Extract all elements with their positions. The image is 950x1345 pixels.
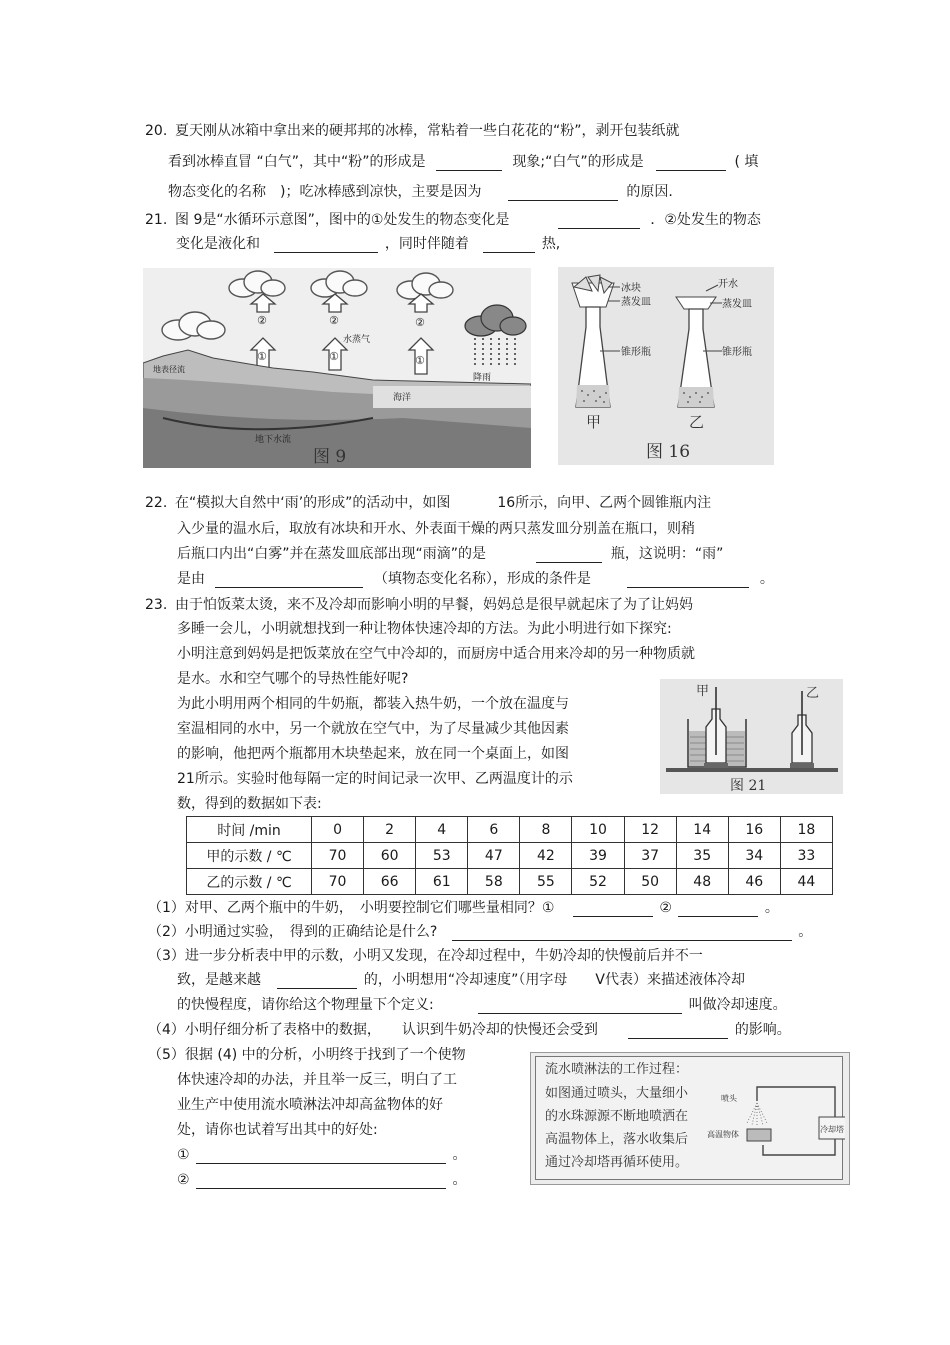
- sub3-line2: [177, 971, 745, 989]
- table-cell: 4: [416, 817, 468, 843]
- q21-line1: [175, 211, 761, 229]
- fig16-caption: 图 16: [646, 442, 691, 462]
- q21-blank-3[interactable]: [483, 238, 535, 253]
- q22-blank-2[interactable]: [215, 573, 363, 588]
- q23-line6: 室温相同的水中，另一个就放在空气中，为了尽量减少其他因素: [177, 721, 569, 737]
- q22-text-f: （填物态变化名称），形成的条件是: [373, 571, 591, 587]
- table-cell: 47: [468, 843, 520, 869]
- row-header-jia: 甲的示数 / ℃: [187, 843, 312, 869]
- q23-line3: 小明注意到妈妈是把饭菜放在空气中冷却的，而厨房中适合用来冷却的另一种物质就: [177, 646, 695, 662]
- sub4-blank[interactable]: [628, 1024, 728, 1039]
- q23-line2: 多睡一会儿，小明就想找到一种让物体快速冷却的方法。为此小明进行如下探究:: [177, 621, 672, 637]
- table-cell: 52: [572, 869, 624, 895]
- sub5-line1: （5）很据 (4) 中的分析，小明终于找到了一个使物: [148, 1047, 466, 1063]
- marker-1: ①: [257, 350, 267, 363]
- spray-box-title: 流水喷淋法的工作过程：: [545, 1062, 689, 1077]
- spray-box-line2: 的水珠源源不断地喷洒在: [545, 1109, 689, 1124]
- sub5-answer1: [177, 1146, 466, 1164]
- sub1-text: （1）对甲、乙两个瓶中的牛奶， 小明要控制它们哪些量相同？①: [148, 900, 555, 916]
- table-cell: 48: [676, 869, 728, 895]
- table-cell: 12: [624, 817, 676, 843]
- fig21-caption: 图 21: [730, 778, 767, 794]
- hot-object-icon: [747, 1129, 771, 1141]
- answer1-mark: ①: [177, 1147, 190, 1163]
- q21-text-d: ，同时伴随着: [384, 236, 469, 252]
- table-cell: 0: [312, 817, 364, 843]
- table-cell: 53: [416, 843, 468, 869]
- q23-line8: 21所示。实验时他每隔一定的时间记录一次甲、乙两温度计的示: [177, 771, 573, 787]
- table-cell: 6: [468, 817, 520, 843]
- flask-label-b: 锥形瓶: [722, 347, 752, 358]
- row-header-yi: 乙的示数 / ℃: [187, 869, 312, 895]
- table-row-yi: [187, 869, 833, 895]
- water-cycle-figure: [143, 268, 531, 468]
- flask-figure: [558, 267, 774, 465]
- ice-label: 冰块: [621, 283, 641, 294]
- q22-line3: [177, 545, 723, 563]
- spray-system-diagram: [707, 1079, 845, 1161]
- tower-label: 冷却塔: [820, 1125, 844, 1134]
- ocean-label: 海洋: [393, 393, 412, 403]
- q22-blank-1[interactable]: [536, 548, 602, 563]
- table-cell: 14: [676, 817, 728, 843]
- q21-text-e: 热,: [541, 236, 561, 252]
- sub5-line2: 体快速冷却的办法，并且举一反三，明白了工: [177, 1072, 457, 1088]
- q22-line2: 入少量的温水后，取放有冰块和开水、外表面干燥的两只蒸发皿分别盖在瓶口，则稍: [177, 521, 695, 537]
- q22-text-e: 是由: [177, 571, 205, 587]
- q23-number: 23.: [145, 597, 168, 613]
- nozzle-label: 喷头: [721, 1094, 737, 1103]
- sub3-line1: （3）进一步分析表中甲的示数，小明又发现，在冷却过程中，牛奶冷却的快慢前后并不一: [148, 948, 703, 964]
- marker-2c: ②: [415, 316, 425, 329]
- sub3-text-b: 致，是越来越: [177, 972, 261, 988]
- runoff-label: 地表径流: [153, 365, 185, 374]
- table-cell: 33: [780, 843, 832, 869]
- q21-text-a: 图 9是“水循环示意图”，图中的①处发生的物态变化是: [175, 212, 510, 228]
- sub5-answer2: [177, 1171, 466, 1189]
- sub5-line3: 业生产中使用流水喷淋法冲却高盆物体的好: [177, 1097, 443, 1113]
- table-cell: 44: [780, 869, 832, 895]
- table-cell: 8: [520, 817, 572, 843]
- row-header-time: 时间 /min: [187, 817, 312, 843]
- q22-text-g: 。: [759, 571, 774, 587]
- table-cell: 46: [728, 869, 780, 895]
- fig9-caption: 图 9: [313, 447, 347, 467]
- sub3-text-c: 的，小明想用“冷却速度”（用字母 V代表）来描述液体冷却: [363, 972, 745, 988]
- marker-2b: ②: [329, 314, 339, 327]
- table-cell: 42: [520, 843, 572, 869]
- q20-text-d: 物态变化的名称 )；吃冰棒感到凉快，主要是因为: [168, 184, 482, 200]
- sub4-end: 的影响。: [734, 1022, 791, 1038]
- q21-blank-2[interactable]: [274, 238, 378, 253]
- marker-2: ②: [257, 314, 267, 327]
- dish-label-b: 蒸发皿: [722, 299, 752, 310]
- q20-line2: [168, 153, 758, 171]
- q22-text-c: 后瓶口内出“白雾”并在蒸发皿底部出现“雨滴”的是: [177, 546, 487, 562]
- bottle-b-label: 乙: [806, 686, 820, 701]
- temperature-table: [186, 816, 833, 895]
- table-cell: 58: [468, 869, 520, 895]
- q23-line1: 由于怕饭菜太烫，来不及冷却而影响小明的早餐，妈妈总是很早就起床了为了让妈妈: [175, 597, 693, 613]
- table-cell: 70: [312, 843, 364, 869]
- sub2-end: 。: [798, 924, 813, 940]
- q21-blank-1[interactable]: [558, 214, 640, 229]
- q21-text-b: ．②处发生的物态: [650, 212, 761, 228]
- sub1-end: 。: [764, 900, 779, 916]
- q22-number: 22.: [145, 495, 168, 511]
- q22-line1: [175, 494, 711, 512]
- q21-text-c: 变化是液化和: [176, 236, 260, 252]
- spray-cooling-box: [530, 1052, 850, 1185]
- sub3-text-e: 叫做冷却速度。: [688, 997, 787, 1013]
- sub1-blank-1[interactable]: [573, 902, 653, 917]
- sub4-line: [148, 1021, 791, 1039]
- q20-line1: 夏天刚从冰箱中拿出来的硬邦邦的冰棒，常粘着一些白花花的“粉”，剥开包装纸就: [175, 123, 680, 139]
- table-cell: 34: [728, 843, 780, 869]
- sub3-blank-2[interactable]: [478, 999, 682, 1014]
- sub5-line4: 处，请你也试着写出其中的好处:: [177, 1122, 378, 1138]
- vapor-label: 水蒸气: [343, 335, 371, 345]
- table-cell: 10: [572, 817, 624, 843]
- sub1-mark2: ②: [659, 900, 672, 916]
- q20-blank-3[interactable]: [508, 186, 618, 201]
- flask-illustration: [558, 267, 774, 465]
- table-cell: 37: [624, 843, 676, 869]
- q22-text-b: 16所示，向甲、乙两个圆锥瓶内注: [497, 495, 712, 511]
- table-cell: 18: [780, 817, 832, 843]
- q23-line9: 数，得到的数据如下表:: [177, 796, 322, 812]
- sub2-line: [148, 923, 812, 941]
- water-cycle-illustration: [143, 268, 531, 468]
- q20-text-a: 看到冰棒直冒 “白气”，其中“粉”的形成是: [168, 154, 426, 170]
- flask-a-label: 甲: [586, 413, 602, 431]
- q22-line4: [177, 570, 774, 588]
- table-cell: 70: [312, 869, 364, 895]
- marker-1b: ①: [329, 350, 339, 363]
- sub4-text: （4）小明仔细分析了表格中的数据， 认识到牛奶冷却的快慢还会受到: [148, 1022, 598, 1038]
- q21-number: 21.: [145, 212, 168, 228]
- spray-box-line4: 通过冷却塔再循环使用。: [545, 1155, 689, 1170]
- table-row-jia: [187, 843, 833, 869]
- bottle-a-label: 甲: [696, 684, 710, 699]
- table-cell: 39: [572, 843, 624, 869]
- milk-bottle-figure: [660, 679, 843, 794]
- sub3-text-d: 的快慢程度，请你给这个物理量下个定义:: [177, 997, 434, 1013]
- q20-number: 20.: [145, 123, 168, 139]
- answer2-blank[interactable]: [196, 1174, 446, 1189]
- object-label: 高温物体: [707, 1130, 739, 1139]
- q20-line3: [168, 183, 673, 201]
- answer1-end: 。: [452, 1147, 467, 1163]
- table-cell: 66: [364, 869, 416, 895]
- hot-water-label: 开水: [718, 279, 738, 290]
- flask-label-a: 锥形瓶: [621, 347, 651, 358]
- answer2-end: 。: [452, 1172, 467, 1188]
- q20-text-b: 现象;“白气”的形成是: [512, 154, 644, 170]
- marker-1c: ①: [415, 354, 425, 367]
- answer1-blank[interactable]: [196, 1149, 446, 1164]
- q22-text-a: 在“模拟大自然中‘雨’的形成”的活动中，如图: [175, 495, 451, 511]
- sub2-blank[interactable]: [452, 926, 792, 941]
- table-row-time: [187, 817, 833, 843]
- table-cell: 2: [364, 817, 416, 843]
- q20-blank-1[interactable]: [436, 156, 502, 171]
- sub1-blank-2[interactable]: [678, 902, 758, 917]
- table-cell: 50: [624, 869, 676, 895]
- table-cell: 61: [416, 869, 468, 895]
- groundwater-label: 地下水流: [255, 435, 292, 445]
- q23-line4: 是水。水和空气哪个的导热性能好呢?: [177, 671, 409, 687]
- table-cell: 55: [520, 869, 572, 895]
- spray-box-line1: 如图通过喷头，大量细小: [545, 1086, 689, 1101]
- rain-label: 降雨: [473, 373, 492, 383]
- q22-text-d: 瓶，这说明：“雨”: [610, 546, 724, 562]
- table-cell: 35: [676, 843, 728, 869]
- sub2-text: （2）小明通过实验， 得到的正确结论是什么?: [148, 924, 438, 940]
- table-cell: 16: [728, 817, 780, 843]
- flask-b-label: 乙: [689, 413, 705, 431]
- q23-line5: 为此小明用两个相同的牛奶瓶，都装入热牛奶，一个放在温度与: [177, 696, 569, 712]
- q20-blank-2[interactable]: [656, 156, 726, 171]
- milk-bottle-illustration: [660, 679, 843, 794]
- q21-line2: [176, 235, 560, 253]
- q23-line7: 的影响，他把两个瓶都用木块垫起来，放在同一个桌面上，如图: [177, 746, 569, 762]
- sub3-line3: [177, 996, 787, 1014]
- answer2-mark: ②: [177, 1172, 190, 1188]
- sub3-blank-1[interactable]: [277, 974, 357, 989]
- table-cell: 60: [364, 843, 416, 869]
- q20-text-e: 的原因.: [626, 184, 673, 200]
- q20-text-c: ( 填: [734, 154, 759, 170]
- dish-label-a: 蒸发皿: [621, 297, 651, 308]
- spray-box-line3: 高温物体上，落水收集后: [545, 1132, 689, 1147]
- q22-blank-3[interactable]: [627, 573, 749, 588]
- sub1-line: [148, 899, 779, 917]
